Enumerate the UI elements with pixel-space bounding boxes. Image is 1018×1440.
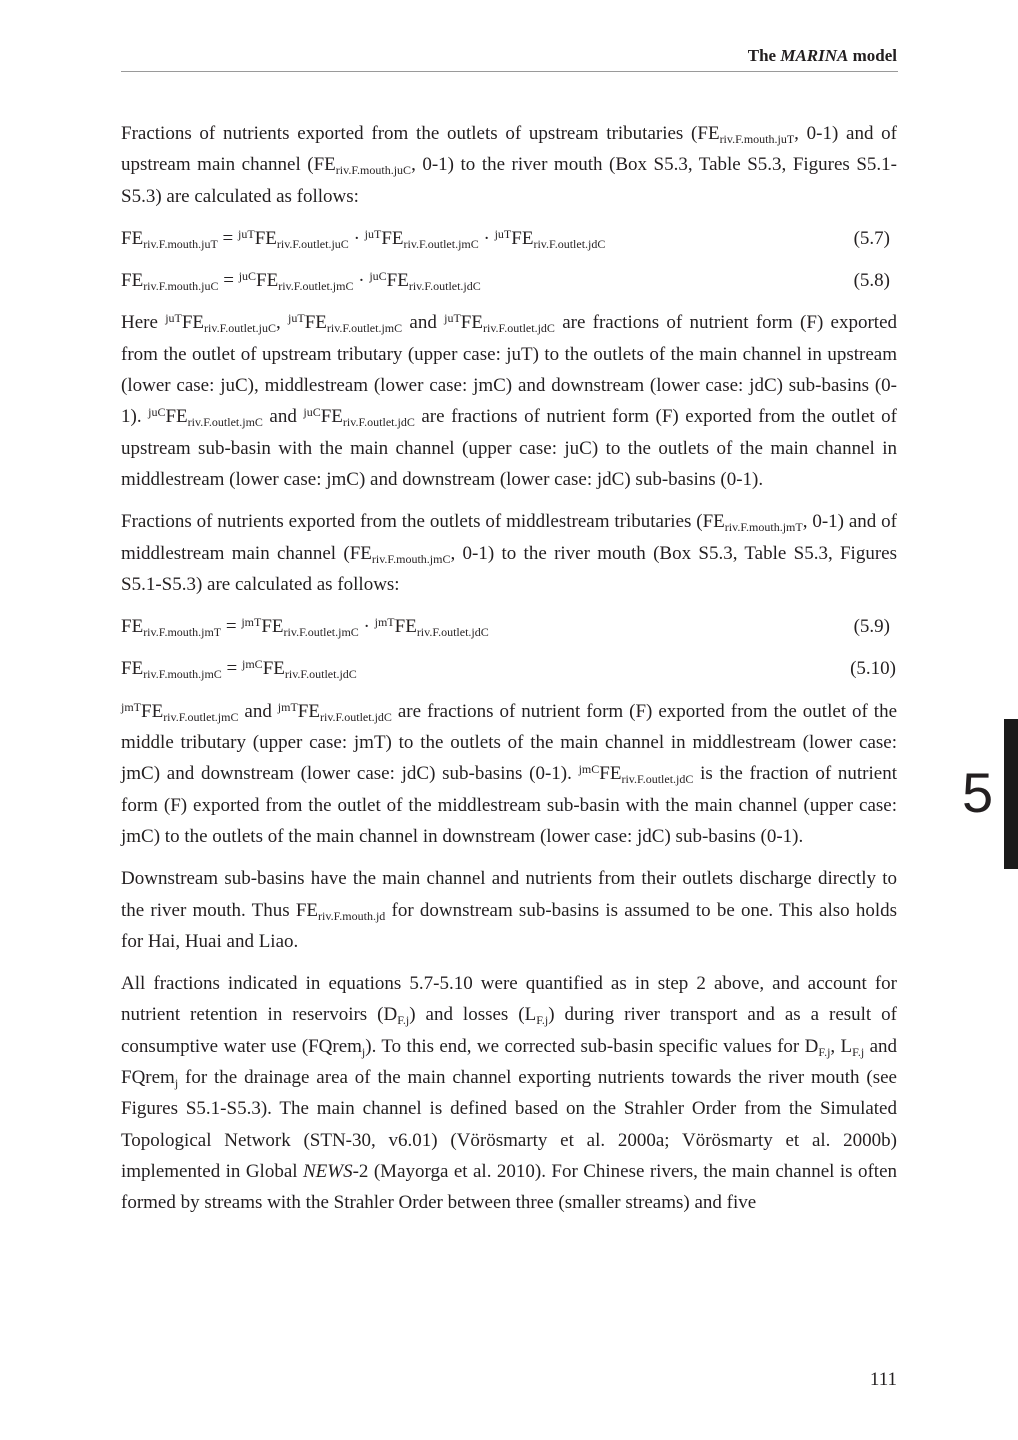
equation-5-8	[121, 265, 897, 296]
eq-term: FE	[261, 616, 284, 638]
text: ) and losses (L	[409, 1004, 537, 1026]
superscript: jmC	[578, 762, 600, 777]
text: Fractions of nutrients exported from the outlets of upstream tributaries (FE	[121, 123, 720, 144]
subscript: riv.F.outlet.jdC	[533, 236, 606, 251]
eq-term: FE	[262, 658, 285, 680]
equation-body	[121, 653, 357, 684]
header-prefix: The	[747, 46, 781, 65]
text: Fractions of nutrients exported from the outlets of middlestream tributaries (FE	[121, 511, 725, 533]
text: ,	[275, 312, 289, 334]
subscript: riv.F.mouth.jmT	[724, 520, 803, 535]
text: FE	[181, 312, 205, 334]
chapter-tab-bar	[1004, 719, 1018, 869]
subscript: j	[174, 1076, 179, 1091]
text: are fractions of nutrient form (F) exported from the outlet of the middle tributary (upper case: jmT) to the outlets of the main channel in middlestream (lower case: jmC) and downstream (lower case: jdC) sub-basins (0-1).	[121, 700, 898, 785]
eq-sign: =	[218, 270, 239, 292]
paragraph-middlestream-definitions	[121, 696, 897, 852]
header-model-name: MARINA	[780, 46, 849, 65]
superscript: jmC	[242, 657, 263, 672]
subscript: F.j	[397, 1013, 410, 1028]
text: and	[238, 700, 278, 722]
subscript: riv.F.outlet.jdC	[416, 625, 489, 640]
text: ) during river transport and as a result of consumptive water use (FQrem	[121, 1004, 897, 1057]
eq-term: FE	[394, 616, 417, 638]
superscript: juC	[369, 269, 387, 284]
eq-operator: ·	[348, 227, 365, 249]
paragraph-middlestream-intro	[121, 506, 897, 600]
text: , 0-1) to the river mouth (Box S5.3, Table S5.3, Figures S5.1-S5.3) are calculated as follows:	[121, 542, 897, 595]
eq-term: FE	[511, 227, 534, 249]
header-rule	[121, 71, 898, 72]
subscript: riv.F.outlet.jdC	[408, 279, 481, 294]
subscript: riv.F.outlet.jdC	[342, 415, 415, 430]
subscript: riv.F.mouth.jmC	[371, 551, 451, 566]
eq-term: FE	[121, 658, 144, 680]
header-suffix: model	[848, 46, 897, 65]
subscript: riv.F.mouth.juT	[143, 236, 218, 251]
eq-sign: =	[221, 616, 242, 638]
running-header	[121, 46, 897, 66]
text: Here	[121, 312, 166, 334]
equation-body	[121, 223, 605, 254]
subscript: riv.F.mouth.juC	[335, 163, 412, 178]
chapter-tab-number: 5	[962, 761, 994, 824]
text: , 0-1) and of upstream main channel (FE	[121, 123, 898, 176]
superscript: jmT	[277, 699, 298, 714]
eq-operator: ·	[358, 616, 375, 638]
text: for the drainage area of the main channel exporting nutrients towards the river mouth (see Figures S5.1-S5.3). The main channel is defined based on the Strahler Order from the Simulated Topological Network (STN-30, v6.01) (Vörösmarty et al. 2000a; Vörösmarty et al. 2000b) implemented in Global	[121, 1067, 897, 1182]
subscript: riv.F.mouth.juC	[143, 279, 219, 294]
superscript: juT	[288, 311, 305, 326]
text: and FQrem	[121, 1035, 898, 1089]
text: FE	[297, 700, 320, 722]
eq-sign: =	[217, 227, 239, 249]
superscript: juT	[238, 226, 255, 241]
italic-text: NEWS	[302, 1160, 353, 1182]
subscript: riv.F.outlet.jdC	[319, 709, 392, 724]
subscript: riv.F.outlet.jmC	[326, 321, 403, 336]
superscript: juT	[364, 226, 382, 241]
text: FE	[141, 700, 164, 722]
superscript: juT	[165, 311, 182, 326]
superscript: jmT	[241, 615, 262, 630]
superscript: jmT	[121, 699, 141, 714]
subscript: j	[361, 1044, 366, 1059]
subscript: riv.F.outlet.jmC	[187, 415, 263, 430]
text: -2 (Mayorga et al. 2010). For Chinese rivers, the main channel is often formed by streams with the Strahler Order between three (smaller streams) and five	[121, 1160, 898, 1214]
subscript: riv.F.outlet.jmC	[283, 625, 359, 640]
subscript: riv.F.mouth.juT	[719, 132, 795, 146]
superscript: juC	[238, 269, 257, 284]
text: for downstream sub-basins is assumed to be one. This also holds for Hai, Huai and Liao.	[121, 899, 897, 952]
equation-5-10	[121, 653, 897, 684]
equation-body	[121, 611, 489, 642]
text: are fractions of nutrient form (F) exported from the outlet of upstream sub-basin with the main channel (upper case: juC) to the outlets of the main channel in middlestream (lower case: jmC) and downstream (lower case: jdC) sub-basins (0-1).	[121, 406, 898, 490]
eq-term: FE	[386, 270, 409, 292]
text: , 0-1) to the river mouth (Box S5.3, Table S5.3, Figures S5.1-S5.3) are calculated as follows:	[121, 154, 897, 207]
subscript: riv.F.outlet.jmC	[278, 279, 354, 294]
subscript: riv.F.mouth.jmT	[143, 625, 222, 640]
subscript: riv.F.mouth.jmC	[143, 667, 222, 682]
paragraph-fractions-retention	[121, 968, 897, 1218]
equation-body	[121, 265, 481, 296]
subscript: riv.F.outlet.juC	[276, 236, 349, 251]
text: Downstream sub-basins have the main channel and nutrients from their outlets discharge directly to the river mouth. Thus FE	[121, 868, 897, 921]
subscript: riv.F.outlet.jdC	[621, 772, 694, 787]
subscript: riv.F.outlet.jmC	[163, 709, 239, 724]
superscript: juT	[444, 311, 461, 326]
text: FE	[460, 312, 483, 334]
eq-term: FE	[121, 616, 144, 638]
paragraph-downstream	[121, 863, 897, 957]
subscript: F.j	[536, 1013, 549, 1028]
subscript: riv.F.mouth.jd	[318, 908, 386, 923]
eq-operator: ·	[353, 270, 370, 292]
superscript: jmT	[374, 615, 395, 630]
text: , L	[830, 1035, 853, 1057]
subscript: riv.F.outlet.juC	[204, 321, 276, 336]
text: are fractions of nutrient form (F) exported from the outlet of upstream tributary (upper case: juT) to the outlets of the main channel in upstream (lower case: juC), middlestream (lower case: jmC) and downstream (lower case: jdC) sub-basins (0-1).	[121, 312, 898, 428]
main-text	[121, 118, 897, 1230]
text: ). To this end, we corrected sub-basin specific values for D	[365, 1035, 819, 1057]
text: FE	[165, 406, 188, 428]
subscript: F.j	[852, 1044, 865, 1059]
equation-5-9	[121, 611, 897, 642]
text: FE	[320, 406, 343, 428]
eq-term: FE	[121, 227, 144, 249]
equation-number: (5.7)	[853, 227, 890, 249]
paragraph-upstream-intro	[121, 118, 897, 212]
eq-term: FE	[256, 270, 279, 292]
subscript: riv.F.outlet.jmC	[403, 236, 479, 251]
text: FE	[599, 763, 622, 785]
subscript: riv.F.outlet.jdC	[482, 321, 555, 336]
superscript: juC	[303, 405, 321, 420]
eq-term: FE	[254, 227, 277, 249]
equation-5-7	[121, 223, 897, 254]
text: and	[262, 406, 304, 428]
text: All fractions indicated in equations 5.7-5.10 were quantified as in step 2 above, and account for nutrient retention in reservoirs (D	[121, 973, 897, 1026]
subscript: F.j	[818, 1044, 831, 1059]
eq-term: FE	[381, 227, 404, 249]
superscript: juT	[494, 226, 512, 241]
equation-number: (5.10)	[850, 658, 896, 680]
equation-number: (5.8)	[853, 270, 890, 292]
text: , 0-1) and of middlestream main channel (FE	[121, 511, 897, 564]
superscript: juC	[148, 405, 166, 420]
subscript: riv.F.outlet.jdC	[284, 667, 357, 682]
text: FE	[304, 312, 327, 334]
paragraph-upstream-definitions	[121, 307, 897, 495]
text: is the fraction of nutrient form (F) exported from the outlet of the middlestream sub-basin with the main channel (upper case: jmC) to the outlets of the main channel in downstream (lower case: jdC) sub-basins (0-1).	[121, 763, 897, 847]
equation-number: (5.9)	[853, 616, 890, 638]
eq-operator: ·	[478, 227, 495, 249]
page-number: 111	[869, 1369, 897, 1390]
eq-term: FE	[121, 270, 144, 292]
eq-sign: =	[221, 658, 243, 680]
text: and	[402, 312, 445, 334]
